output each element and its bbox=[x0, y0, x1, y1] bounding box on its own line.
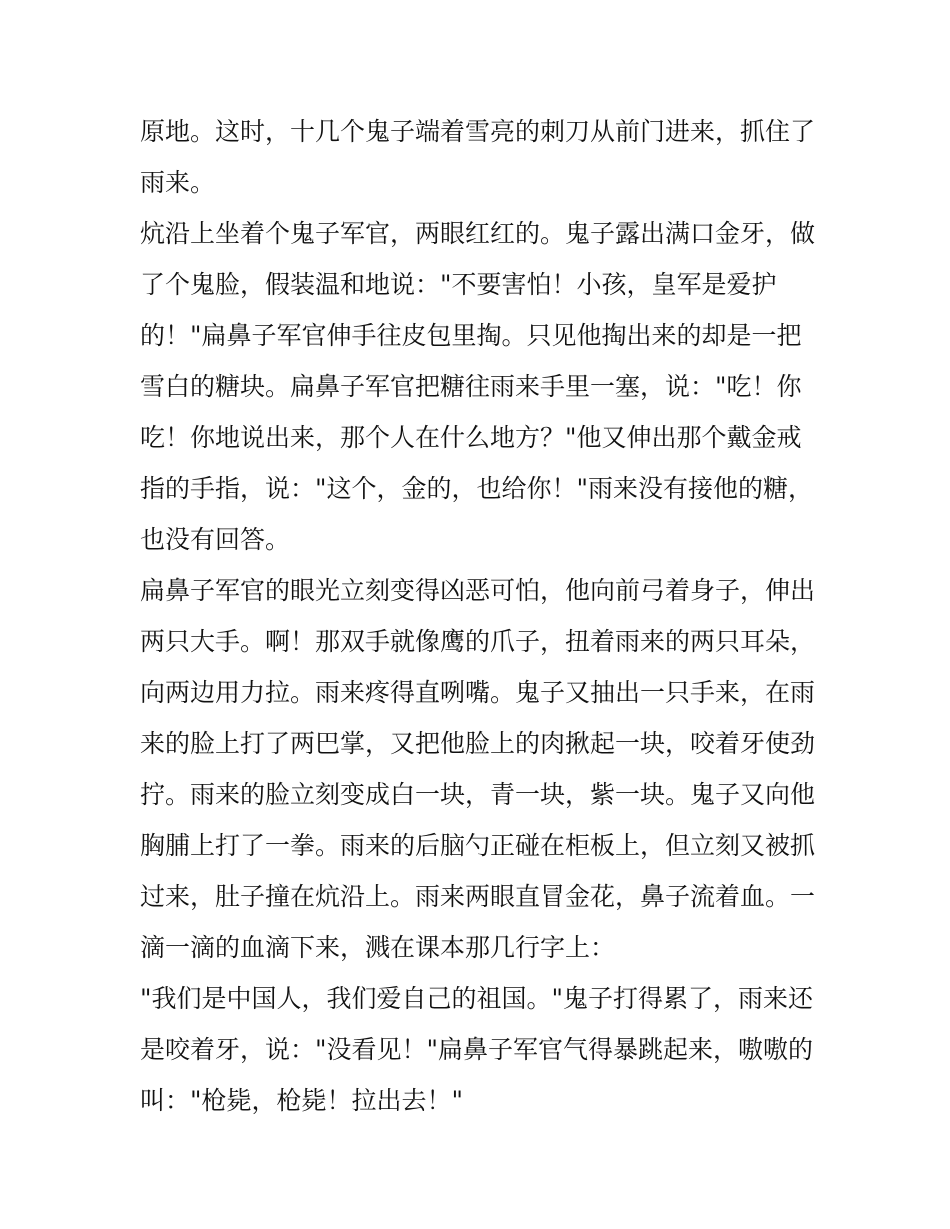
text-line: 吃！你地说出来，那个人在什么地方？"他又伸出那个戴金戒 bbox=[140, 423, 802, 452]
text-line: "我们是中国人，我们爱自己的祖国。"鬼子打得累了，雨来还 bbox=[140, 984, 814, 1013]
text-line: 拧。雨来的脸立刻变成白一块，青一块，紫一块。鬼子又向他 bbox=[140, 780, 816, 809]
text-line: 了个鬼脸，假装温和地说："不要害怕！小孩，皇军是爱护 bbox=[140, 270, 777, 299]
text-line: 滴一滴的血滴下来，溅在课本那几行字上： bbox=[140, 933, 616, 962]
body-text bbox=[140, 106, 820, 1126]
text-line: 原地。这时，十几个鬼子端着雪亮的刺刀从前门进来，抓住了 bbox=[140, 117, 816, 146]
text-line: 雨来。 bbox=[140, 168, 216, 197]
text-line: 雪白的糖块。扁鼻子军官把糖往雨来手里一塞，说："吃！你 bbox=[140, 372, 802, 401]
text-line: 过来，肚子撞在炕沿上。雨来两眼直冒金花，鼻子流着血。一 bbox=[140, 882, 816, 911]
text-line: 来的脸上打了两巴掌，又把他脸上的肉揪起一块，咬着牙使劲 bbox=[140, 729, 816, 758]
text-line: 是咬着牙，说："没看见！"扁鼻子军官气得暴跳起来，嗷嗷的 bbox=[140, 1035, 814, 1064]
text-line: 炕沿上坐着个鬼子军官，两眼红红的。鬼子露出满口金牙，做 bbox=[140, 219, 816, 248]
text-line: 指的手指，说："这个，金的，也给你！"雨来没有接他的糖， bbox=[140, 474, 814, 503]
text-line: 胸脯上打了一拳。雨来的后脑勺正碰在柜板上，但立刻又被抓 bbox=[140, 831, 816, 860]
text-line: 的！"扁鼻子军官伸手往皮包里掏。只见他掏出来的却是一把 bbox=[140, 321, 802, 350]
text-line: 也没有回答。 bbox=[140, 525, 291, 554]
text-line: 叫："枪毙，枪毙！拉出去！" bbox=[140, 1086, 463, 1115]
text-line: 向两边用力拉。雨来疼得直咧嘴。鬼子又抽出一只手来，在雨 bbox=[140, 678, 816, 707]
text-line: 扁鼻子军官的眼光立刻变得凶恶可怕，他向前弓着身子，伸出 bbox=[140, 576, 816, 605]
text-line: 两只大手。啊！那双手就像鹰的爪子，扭着雨来的两只耳朵， bbox=[140, 627, 816, 656]
